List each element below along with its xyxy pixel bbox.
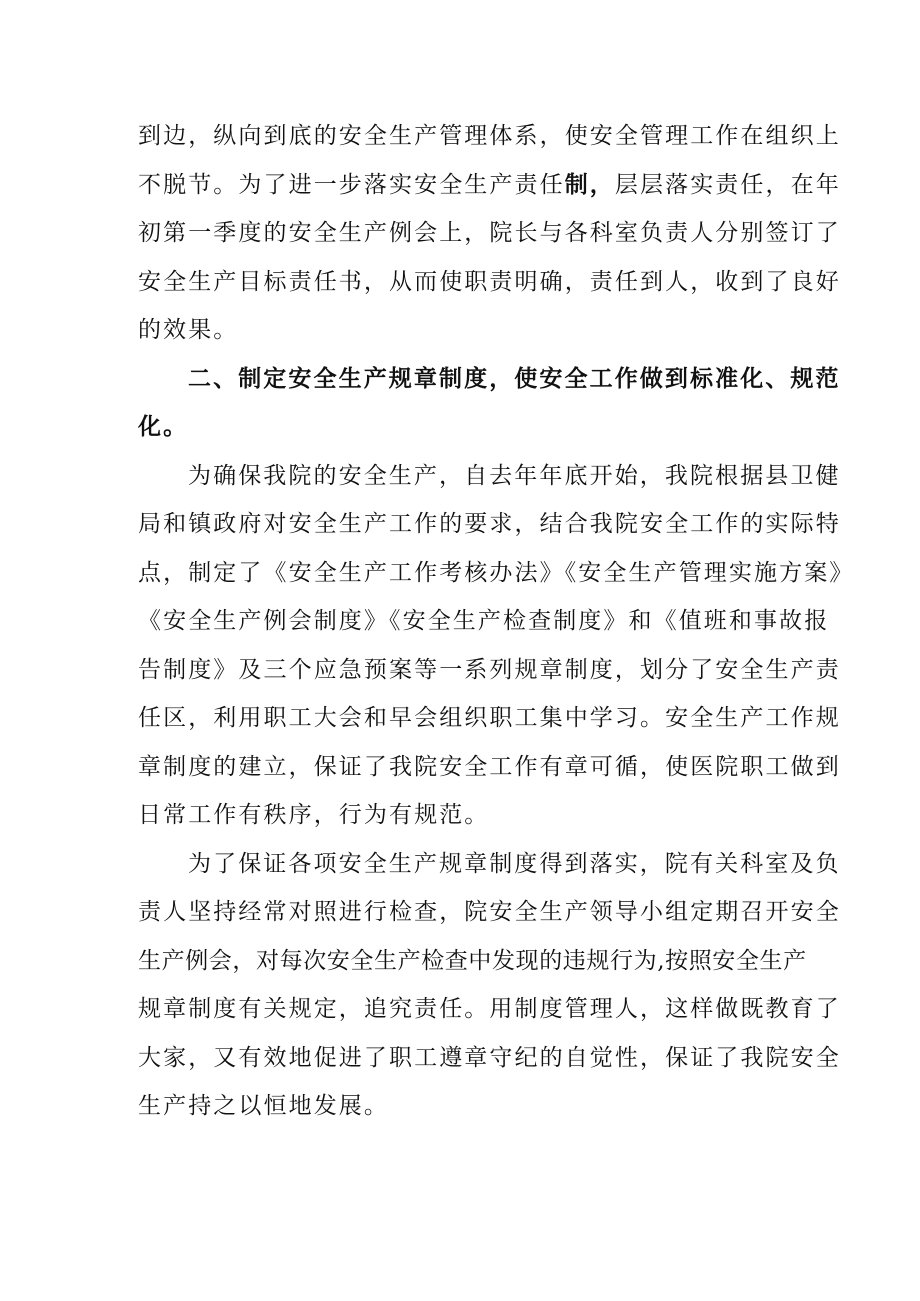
- document-body: [138, 112, 855, 1131]
- text-line: 规章制度有关规定，追究责任。用制度管理人，这样做既教育了: [138, 996, 841, 1022]
- paragraph-regulations: [138, 452, 855, 840]
- paragraph-safety-system: [138, 112, 841, 355]
- text-line: 为了保证各项安全生产规章制度得到落实，院有关科室及负: [188, 850, 841, 877]
- text-line: 《安全生产例会制度》《安全生产检查制度》和《值班和事故报: [138, 608, 830, 634]
- section-heading-2: [138, 355, 841, 452]
- text-fragment: 不脱节。为了进一步落实安全生产责任: [138, 171, 565, 198]
- text-line: 日常工作有秩序，行为有规范。: [138, 802, 490, 828]
- bold-text-fragment: 制，: [564, 170, 615, 198]
- text-line: 初第一季度的安全生产例会上，院长与各科室负责人分别签订了: [138, 220, 841, 246]
- text-line: 为确保我院的安全生产，自去年年底开始，我院根据县卫健: [188, 462, 841, 489]
- text-line: 大家，又有效地促进了职工遵章守纪的自觉性，保证了我院安全: [138, 1044, 841, 1071]
- text-line: 责人坚持经常对照进行检查，院安全生产领导小组定期召开安全: [138, 899, 841, 925]
- text-line: 告制度》及三个应急预案等一系列规章制度，划分了安全生产责: [138, 656, 841, 683]
- text-line: 任区，利用职工大会和早会组织职工集中学习。安全生产工作规: [138, 705, 841, 731]
- text-line: 生产例会，对每次安全生产检查中发现的违规行为,按照安全生产: [138, 947, 807, 974]
- text-line: 生产持之以恒地发展。: [138, 1093, 389, 1119]
- text-fragment: 层层落实责任，在年: [614, 171, 841, 198]
- heading-line: 二、制定安全生产规章制度，使安全工作做到标准化、规范: [188, 364, 841, 392]
- heading-line: 化。: [138, 413, 189, 440]
- text-line: 章制度的建立，保证了我院安全工作有章可循，使医院职工做到: [138, 753, 841, 780]
- text-line: 到边，纵向到底的安全生产管理体系，使安全管理工作在组织上: [138, 123, 841, 149]
- paragraph-enforcement: [138, 840, 841, 1131]
- text-line: [138, 161, 841, 210]
- text-line: 安全生产目标责任书，从而使职责明确，责任到人，收到了良好: [138, 268, 841, 295]
- text-line: 点，制定了《安全生产工作考核办法》《安全生产管理实施方案》: [138, 559, 855, 586]
- text-line: 的效果。: [138, 317, 239, 343]
- text-line: 局和镇政府对安全生产工作的要求，结合我院安全工作的实际特: [138, 511, 841, 537]
